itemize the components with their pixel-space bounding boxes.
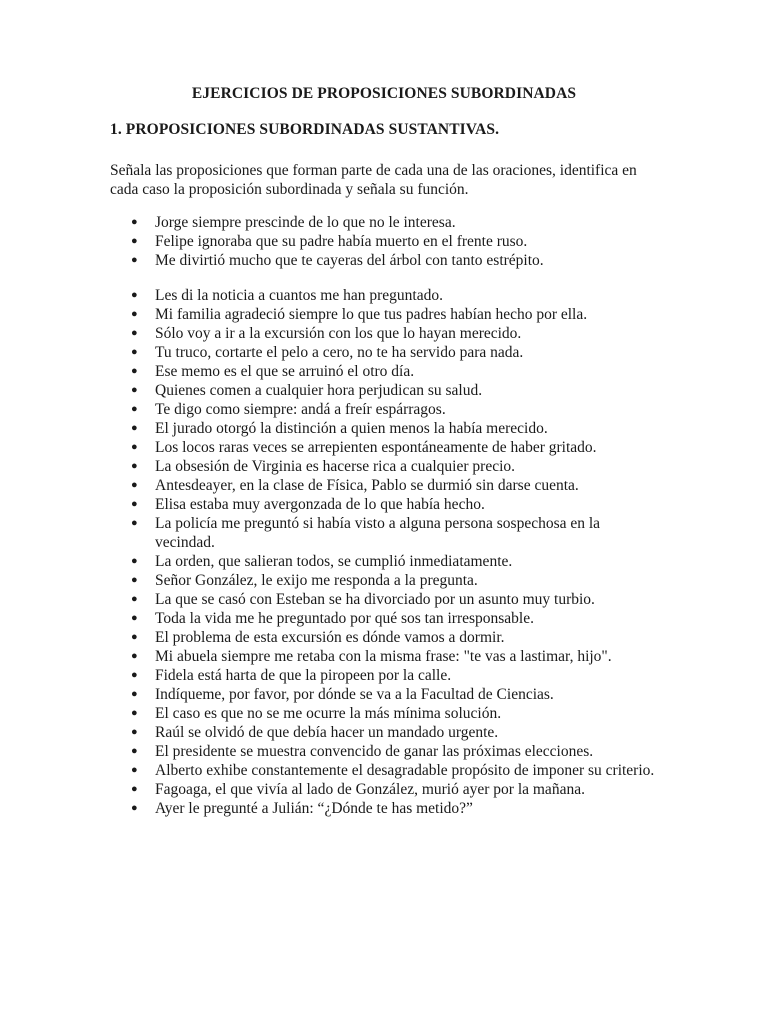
bullet-icon: ●: [131, 745, 138, 757]
exercise-sentence: [110, 419, 658, 438]
bullet-icon: ●: [131, 726, 138, 738]
exercise-sentence: [110, 666, 658, 685]
exercise-sentence-text: Alberto exhibe constantemente el desagradable propósito de imponer su criterio.: [155, 762, 655, 779]
exercise-sentence: [110, 685, 658, 704]
bullet-icon: ●: [131, 327, 138, 339]
bullet-icon: ●: [131, 783, 138, 795]
bullet-icon: ●: [131, 631, 138, 643]
exercise-sentence: [110, 324, 658, 343]
exercise-sentence-text: Mi familia agradeció siempre lo que tus padres habían hecho por ella.: [155, 306, 588, 323]
bullet-icon: ●: [131, 593, 138, 605]
exercise-sentence: [110, 742, 658, 761]
bullet-icon: ●: [131, 688, 138, 700]
exercise-sentence-text: Felipe ignoraba que su padre había muerto en el frente ruso.: [155, 233, 528, 250]
bullet-icon: ●: [131, 574, 138, 586]
exercise-sentence: [110, 213, 658, 232]
exercise-sentence: [110, 476, 658, 495]
exercise-list-group-1: [110, 213, 658, 270]
bullet-icon: ●: [131, 460, 138, 472]
exercise-sentence: [110, 438, 658, 457]
exercise-sentence-text: Fagoaga, el que vivía al lado de González, murió ayer por la mañana.: [155, 781, 585, 798]
exercise-sentence-text: Jorge siempre prescinde de lo que no le interesa.: [155, 214, 456, 231]
exercise-sentence: [110, 723, 658, 742]
exercise-sentence-text: La policía me preguntó si había visto a alguna persona sospechosa en la vecindad.: [155, 515, 601, 551]
exercise-sentence: [110, 362, 658, 381]
exercise-sentence-text: La orden, que salieran todos, se cumplió inmediatamente.: [155, 553, 513, 570]
exercise-sentence: [110, 232, 658, 251]
exercise-sentence-text: El presidente se muestra convencido de ganar las próximas elecciones.: [155, 743, 594, 760]
exercise-sentence-text: La que se casó con Esteban se ha divorciado por un asunto muy turbio.: [155, 591, 595, 608]
exercise-sentence-text: Raúl se olvidó de que debía hacer un mandado urgente.: [155, 724, 499, 741]
bullet-icon: ●: [131, 707, 138, 719]
exercise-sentence: [110, 457, 658, 476]
exercise-sentence-text: Tu truco, cortarte el pelo a cero, no te ha servido para nada.: [155, 344, 524, 361]
instructions-paragraph: Señala las proposiciones que forman parte de cada una de las oraciones, identifica en cada caso la proposición subordinada y señala su función.: [110, 162, 637, 198]
exercise-sentence-text: Me divirtió mucho que te cayeras del árbol con tanto estrépito.: [155, 252, 544, 269]
exercise-sentence-text: El problema de esta excursión es dónde vamos a dormir.: [155, 629, 505, 646]
exercise-list-group-2: [110, 286, 658, 818]
bullet-icon: ●: [131, 612, 138, 624]
exercise-sentence: [110, 343, 658, 362]
document-title: EJERCICIOS DE PROPOSICIONES SUBORDINADAS: [191, 85, 577, 102]
bullet-icon: ●: [131, 802, 138, 814]
bullet-icon: ●: [131, 764, 138, 776]
exercise-sentence: [110, 514, 658, 552]
exercise-sentence: [110, 305, 658, 324]
exercise-sentence: [110, 286, 658, 305]
exercise-sentence-text: El caso es que no se me ocurre la más mínima solución.: [155, 705, 502, 722]
bullet-icon: ●: [131, 555, 138, 567]
exercise-sentence-text: Les di la noticia a cuantos me han preguntado.: [155, 287, 443, 304]
exercise-sentence: [110, 251, 658, 270]
bullet-icon: ●: [131, 254, 138, 266]
bullet-icon: ●: [131, 422, 138, 434]
bullet-icon: ●: [131, 216, 138, 228]
bullet-icon: ●: [131, 498, 138, 510]
section-heading: 1. PROPOSICIONES SUBORDINADAS SUSTANTIVAS.: [110, 121, 500, 138]
bullet-icon: ●: [131, 289, 138, 301]
bullet-icon: ●: [131, 650, 138, 662]
exercise-sentence-text: Ayer le pregunté a Julián: “¿Dónde te has metido?”: [155, 800, 473, 817]
exercise-sentence-text: Antesdeayer, en la clase de Física, Pablo se durmió sin darse cuenta.: [155, 477, 579, 494]
exercise-sentence-text: Los locos raras veces se arrepienten espontáneamente de haber gritado.: [155, 439, 597, 456]
bullet-icon: ●: [131, 384, 138, 396]
exercise-sentence: [110, 609, 658, 628]
exercise-sentence-text: Mi abuela siempre me retaba con la misma frase: "te vas a lastimar, hijo".: [155, 648, 612, 665]
exercise-sentence: [110, 780, 658, 799]
exercise-sentence: [110, 381, 658, 400]
exercise-sentence: [110, 571, 658, 590]
exercise-sentence-text: Señor González, le exijo me responda a la pregunta.: [155, 572, 478, 589]
exercise-sentence: [110, 799, 658, 818]
bullet-icon: ●: [131, 441, 138, 453]
exercise-sentence-text: Toda la vida me he preguntado por qué sos tan irresponsable.: [155, 610, 534, 627]
exercise-sentence-text: Sólo voy a ir a la excursión con los que lo hayan merecido.: [155, 325, 522, 342]
exercise-sentence-text: La obsesión de Virginia es hacerse rica a cualquier precio.: [155, 458, 516, 475]
bullet-icon: ●: [131, 669, 138, 681]
exercise-sentence-text: Ese memo es el que se arruinó el otro día.: [155, 363, 415, 380]
bullet-icon: ●: [131, 517, 138, 529]
bullet-icon: ●: [131, 308, 138, 320]
exercise-sentence: [110, 495, 658, 514]
exercise-sentence: [110, 647, 658, 666]
bullet-icon: ●: [131, 479, 138, 491]
exercise-sentence: [110, 628, 658, 647]
exercise-sentence-text: Te digo como siempre: andá a freír espárragos.: [155, 401, 446, 418]
exercise-sentence-text: Fidela está harta de que la piropeen por la calle.: [155, 667, 452, 684]
exercise-sentence-text: Quienes comen a cualquier hora perjudican su salud.: [155, 382, 483, 399]
bullet-icon: ●: [131, 365, 138, 377]
exercise-sentence: [110, 590, 658, 609]
exercise-sentence-text: Elisa estaba muy avergonzada de lo que había hecho.: [155, 496, 485, 513]
exercise-sentence-text: El jurado otorgó la distinción a quien menos la había merecido.: [155, 420, 548, 437]
exercise-sentence: [110, 400, 658, 419]
bullet-icon: ●: [131, 403, 138, 415]
bullet-icon: ●: [131, 346, 138, 358]
exercise-sentence: [110, 552, 658, 571]
exercise-sentence: [110, 761, 658, 780]
bullet-icon: ●: [131, 235, 138, 247]
exercise-sentence-text: Indíqueme, por favor, por dónde se va a la Facultad de Ciencias.: [155, 686, 554, 703]
exercise-sentence: [110, 704, 658, 723]
